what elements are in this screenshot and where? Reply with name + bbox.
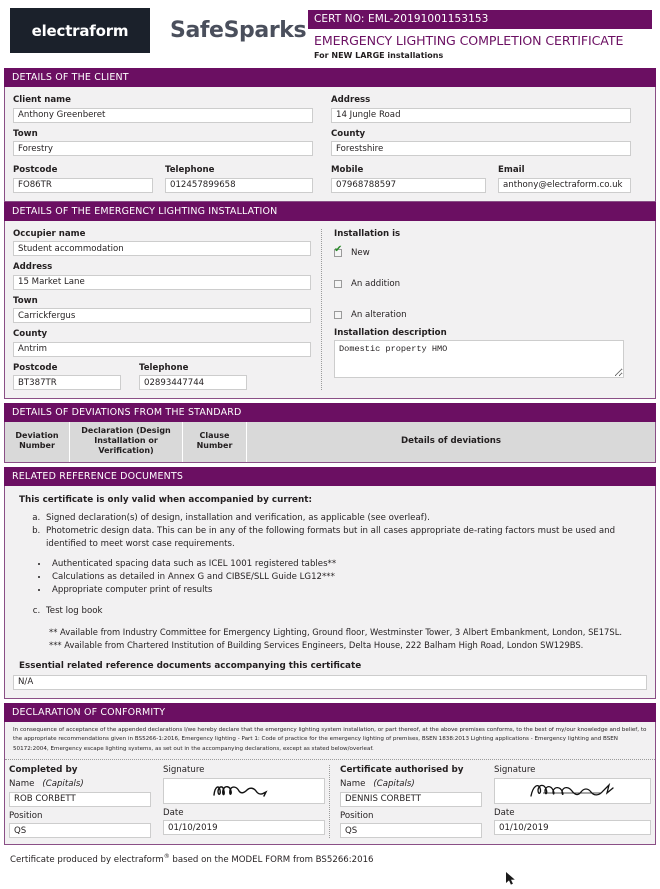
client-mobile-input[interactable] xyxy=(331,178,486,193)
section-header-installation: DETAILS OF THE EMERGENCY LIGHTING INSTALLATION xyxy=(4,202,656,221)
client-address-input[interactable] xyxy=(331,108,631,123)
authorised-by-position-label: Position xyxy=(340,810,374,821)
installation-telephone-label: Telephone xyxy=(139,362,189,373)
essential-docs-input[interactable] xyxy=(13,675,647,690)
authorised-by-signature-label: Signature xyxy=(494,765,536,776)
reference-list-alpha xyxy=(43,512,647,550)
option-an-alteration-label: An alteration xyxy=(351,309,407,320)
client-name-input[interactable] xyxy=(13,108,313,123)
reference-item-a: a. Signed declaration(s) of design, installation and verification, as applicable (see overleaf). xyxy=(43,512,647,524)
signatory-area xyxy=(5,759,655,838)
completed-by-caps-hint: (Capitals) xyxy=(42,779,84,790)
installation-postcode-label: Postcode xyxy=(13,362,58,373)
checkbox-an-alteration-icon[interactable] xyxy=(334,311,342,319)
reference-bullet-2: • Calculations as detailed in Annex G and CIBSE/SLL Guide LG12*** xyxy=(49,571,647,584)
deviations-col-deviation-number: Deviation Number xyxy=(5,422,70,462)
reference-lead-text: This certificate is only valid when accompanied by current: xyxy=(19,495,313,505)
deviations-col-details: Details of deviations xyxy=(400,435,502,446)
section-header-conformity: DECLARATION OF CONFORMITY xyxy=(4,703,656,722)
brand-name: SafeSparks xyxy=(170,18,307,43)
completed-by-name-input[interactable] xyxy=(9,792,151,807)
installation-address-input[interactable] xyxy=(13,275,311,290)
registered-mark-icon: ® xyxy=(163,853,170,861)
option-new-label: New xyxy=(351,247,370,258)
footer-text-before: Certificate produced by electraform xyxy=(10,854,164,865)
completed-by-signature-label: Signature xyxy=(163,765,205,776)
option-new[interactable] xyxy=(334,246,624,260)
electraform-logo xyxy=(10,8,150,53)
reference-panel xyxy=(4,486,656,699)
client-mobile-label: Mobile xyxy=(331,165,364,175)
certificate-number: CERT NO: EML-20191001153153 xyxy=(308,10,652,29)
reference-note-double-star: ** Available from Industry Committee for Emergency Lighting, Ground floor, Westminster Tower, 3 Albert Embankment, London, SE17SL. xyxy=(49,627,623,638)
client-postcode-input[interactable] xyxy=(13,178,153,193)
reference-item-c: c. Test log book xyxy=(43,605,647,617)
authorised-by-name-input[interactable] xyxy=(340,792,482,807)
installation-telephone-input[interactable] xyxy=(139,375,247,390)
client-town-input[interactable] xyxy=(13,141,313,156)
installation-county-label: County xyxy=(13,329,48,339)
essential-docs-label: Essential related reference documents accompanying this certificate xyxy=(19,660,362,671)
completed-by-name-label xyxy=(9,779,151,789)
completed-by-position-input[interactable] xyxy=(9,823,151,838)
signature-dennis-corbett-icon xyxy=(523,780,623,802)
completed-by-signature-box[interactable] xyxy=(163,778,325,804)
logo-text: electraform xyxy=(31,21,129,40)
reference-item-b: b. Photometric design data. This can be in any of the following formats but in all cases appropriate de-rating factors must be used and identified to meet worst case requirements. xyxy=(43,525,647,550)
client-town-label: Town xyxy=(13,128,38,139)
installation-town-label: Town xyxy=(13,295,38,306)
client-county-input[interactable] xyxy=(331,141,631,156)
reference-bullet-1: • Authenticated spacing data such as ICEL 1001 registered tables** xyxy=(49,558,647,571)
client-email-input[interactable] xyxy=(498,178,631,193)
occupier-name-label: Occupier name xyxy=(13,228,86,239)
authorised-by-name-text: Name xyxy=(340,779,366,790)
client-panel xyxy=(4,87,656,202)
client-name-label: Client name xyxy=(13,95,71,105)
client-right-column xyxy=(331,95,631,193)
certificate-subtitle: For NEW LARGE installations xyxy=(314,51,444,60)
completed-by-date-label: Date xyxy=(163,807,184,818)
deviations-table xyxy=(4,422,656,463)
completed-by-date-input[interactable] xyxy=(163,820,325,835)
signature-rob-corbett-icon xyxy=(208,781,280,801)
completed-by-position-label: Position xyxy=(9,810,43,821)
header-right xyxy=(308,8,652,60)
occupier-name-input[interactable] xyxy=(13,241,311,256)
installation-is-label: Installation is xyxy=(334,228,401,239)
footer-text-after: based on the MODEL FORM from BS5266:2016 xyxy=(169,854,374,865)
installation-postcode-input[interactable] xyxy=(13,375,121,390)
authorised-by-position-input[interactable] xyxy=(340,823,482,838)
client-telephone-input[interactable] xyxy=(165,178,313,193)
installation-right-column xyxy=(322,229,624,391)
page-footer xyxy=(0,845,660,865)
authorised-by-signature-box[interactable] xyxy=(494,778,651,804)
authorised-by-caps-hint: (Capitals) xyxy=(373,779,415,790)
certificate-title: EMERGENCY LIGHTING COMPLETION CERTIFICATE xyxy=(314,33,624,48)
installation-county-input[interactable] xyxy=(13,342,311,357)
installation-panel xyxy=(4,221,656,400)
section-header-client: DETAILS OF THE CLIENT xyxy=(4,68,656,87)
installation-town-input[interactable] xyxy=(13,308,311,323)
conformity-panel xyxy=(4,722,656,845)
checkbox-new-icon[interactable] xyxy=(334,249,342,257)
client-email-label: Email xyxy=(498,165,525,175)
conformity-body-text: In consequence of acceptance of the appended declarations I/we hereby declare that the emergency lighting system installation, or part thereof, at the above premises conforms, to the best of my/our knowledge and belief, to the appropriate recommendations given in BS5266-1:2016, Emergency lighting - Part 1: Code of practice for the emergency lighting of premises, BSEN 1838:2013 Lighting applications - Emergency lighting and BSEN 50172:2004, Emergency escape lighting systems, as set out in the accompanying declarations, except as stated below/overleaf. xyxy=(13,726,647,753)
reference-note-triple-star: *** Available from Chartered Institution of Building Services Engineers, Delta House, 222 Balham High Road, London SW129BS. xyxy=(49,640,584,651)
section-header-deviations: DETAILS OF DEVIATIONS FROM THE STANDARD xyxy=(4,403,656,422)
deviations-col-declaration: Declaration (Design Installation or Verification) xyxy=(70,422,183,462)
installation-description-label: Installation description xyxy=(334,327,447,338)
checkbox-an-addition-icon[interactable] xyxy=(334,280,342,288)
completed-by-heading: Completed by xyxy=(9,765,78,776)
client-county-label: County xyxy=(331,128,366,139)
section-header-reference: RELATED REFERENCE DOCUMENTS xyxy=(4,467,656,486)
reference-list-c xyxy=(43,605,647,617)
option-an-alteration[interactable] xyxy=(334,308,624,322)
authorised-by-heading: Certificate authorised by xyxy=(340,765,464,776)
option-an-addition[interactable] xyxy=(334,277,624,291)
client-postcode-label: Postcode xyxy=(13,165,58,175)
reference-bullet-list xyxy=(49,558,647,597)
client-telephone-label: Telephone xyxy=(165,165,215,175)
authorised-by-name-label xyxy=(340,779,482,789)
option-an-addition-label: An addition xyxy=(351,278,401,289)
authorised-by-date-label: Date xyxy=(494,807,515,818)
completed-by-name-text: Name xyxy=(9,779,35,790)
client-address-label: Address xyxy=(331,95,371,105)
installation-address-label: Address xyxy=(13,262,53,272)
mouse-cursor-icon xyxy=(506,872,517,889)
deviations-col-clause-number: Clause Number xyxy=(183,422,247,462)
installation-description-textarea[interactable] xyxy=(334,340,624,378)
authorised-by-date-input[interactable] xyxy=(494,820,651,835)
completed-by-block xyxy=(5,765,330,838)
authorised-by-block xyxy=(330,765,655,838)
page-header xyxy=(0,0,660,68)
client-left-column xyxy=(13,95,313,193)
reference-bullet-3: • Appropriate computer print of results xyxy=(49,584,647,597)
installation-left-column xyxy=(13,229,321,391)
